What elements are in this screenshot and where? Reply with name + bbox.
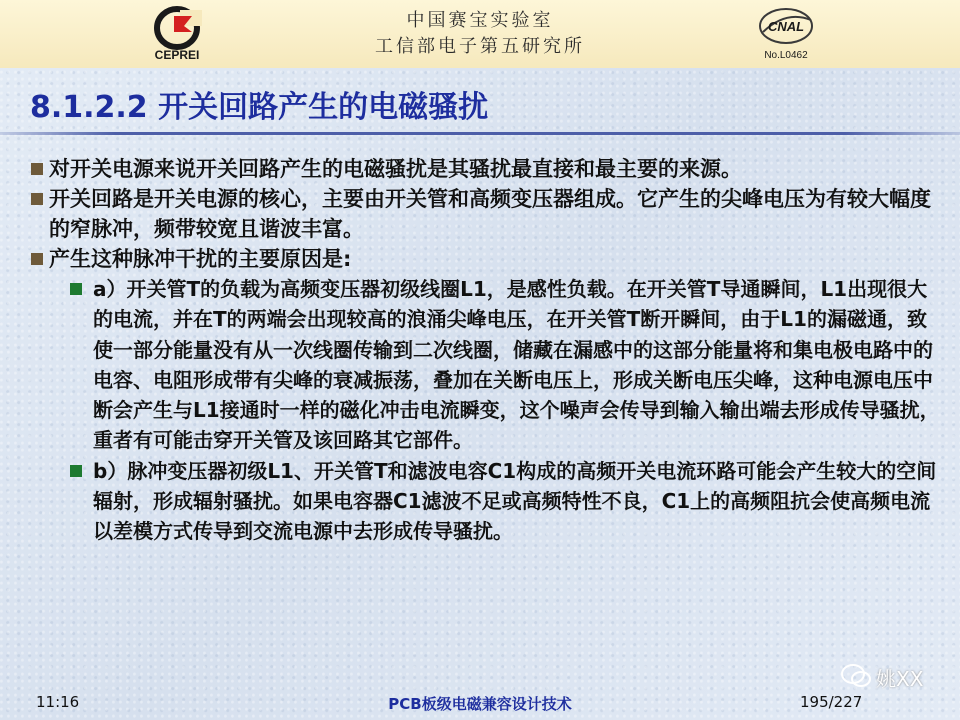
watermark-text: 姚XX: [876, 667, 924, 691]
bullet-text: b）脉冲变压器初级L1、开关管T和滤波电容C1构成的高频开关电流环路可能会产生较大的空间辐射，形成辐射骚扰。如果电容器C1滤波不足或高频特性不良，C1上的高频阻抗会使高频电流以差模方式传导到交流电源中去形成传导骚扰。: [93, 458, 937, 544]
org-line-1: 中国赛宝实验室: [406, 10, 554, 31]
cnal-mark-text: CNAL: [767, 19, 805, 34]
cnal-emblem-icon: [755, 6, 817, 50]
chat-bubble-icon: [840, 663, 872, 689]
bullet-text: a）开关管T的负载为高频变压器初级线圈L1，是感性负载。在开关管T导通瞬间，L1出现很大的电流，并在T的两端会出现较高的浪涌尖峰电压，在开关管T断开瞬间，由于L1的漏磁通，致使一部分能量没有从一次线圈传输到二次线圈，储藏在漏感中的这部分能量将和集电极电路中的电容、电阻形成带有尖峰的衰减振荡，叠加在关断电压上，形成关断电压尖峰，这种电源电压中断会产生与L1接通时一样的磁化冲击电流瞬变，这个噪声会传导到输入输出端去形成传导骚扰，重者有可能击穿开关管及该回路其它部件。: [93, 277, 940, 453]
square-bullet-icon: [31, 163, 43, 175]
green-square-bullet-icon: [70, 283, 82, 295]
bullet-text: 对开关电源来说开关回路产生的电磁骚扰是其骚扰最直接和最主要的来源。: [49, 157, 742, 181]
sub-bullet-paragraph: [30, 274, 940, 456]
slide-body: [30, 154, 940, 547]
organization-name: [300, 8, 660, 60]
org-line-2: 工信部电子第五研究所: [375, 36, 585, 57]
cnal-logo-text: No.L0462: [764, 50, 808, 61]
square-bullet-icon: [31, 193, 43, 205]
square-bullet-icon: [31, 253, 43, 265]
slide-title: 8.1.2.2 开关回路产生的电磁骚扰: [30, 90, 489, 125]
bullet-text: 产生这种脉冲干扰的主要原因是:: [49, 247, 352, 271]
bullet-paragraph: [30, 154, 940, 184]
sub-bullet-paragraph: [30, 456, 940, 547]
cnal-logo: [755, 6, 825, 64]
header-banner: [0, 0, 960, 68]
bullet-paragraph: [30, 244, 940, 274]
ceprei-emblem-icon: [152, 6, 202, 50]
footer-page-number: 195/227: [800, 693, 863, 711]
ceprei-logo: [142, 4, 212, 64]
ceprei-logo-text: CEPREI: [154, 48, 200, 62]
green-square-bullet-icon: [70, 465, 82, 477]
bullet-paragraph: [30, 184, 940, 244]
watermark: [840, 663, 950, 691]
bullet-text: 开关回路是开关电源的核心，主要由开关管和高频变压器组成。它产生的尖峰电压为有较大幅度的窄脉冲，频带较宽且谐波丰富。: [49, 187, 931, 241]
footer-time: 11:16: [36, 693, 80, 711]
footer-title: PCB板级电磁兼容设计技术: [388, 695, 572, 713]
title-divider: [0, 132, 960, 135]
